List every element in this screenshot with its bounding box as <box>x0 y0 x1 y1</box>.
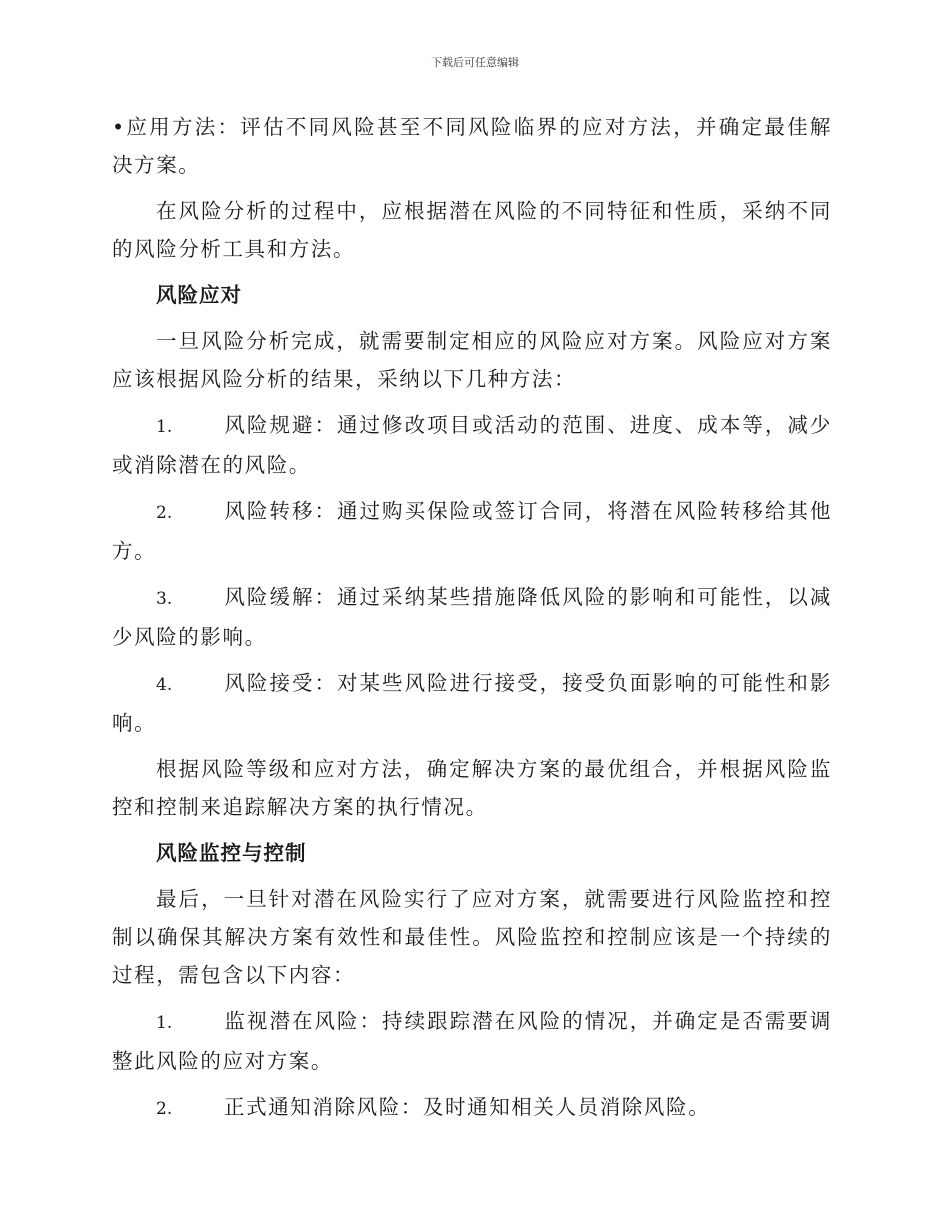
list-item-text: 风险缓解：通过采纳某些措施降低风险的影响和可能性，以减少风险的影响。 <box>112 585 832 649</box>
list-item-number: 2. <box>156 503 173 523</box>
list-item <box>112 492 832 570</box>
paragraph-analysis-tools: 在风险分析的过程中，应根据潜在风险的不同特征和性质，采纳不同的风险分析工具和方法。 <box>112 199 832 261</box>
list-item-number: 2. <box>156 1099 173 1119</box>
list-item-text: 正式通知消除风险：及时通知相关人员消除风险。 <box>224 1095 711 1119</box>
list-item-text: 风险规避：通过修改项目或活动的范围、进度、成本等，减少或消除潜在的风险。 <box>112 413 832 477</box>
document-body <box>112 108 832 1136</box>
paragraph-response-intro: 一旦风险分析完成，就需要制定相应的风险应对方案。风险应对方案应该根据风险分析的结果，采纳以下几种方法： <box>112 329 832 391</box>
section-heading-monitoring: 风险监控与控制 <box>156 841 307 865</box>
list-item <box>112 664 832 742</box>
list-item-number: 1. <box>156 1013 173 1033</box>
list-item-number: 1. <box>156 417 173 437</box>
list-item-text: 风险转移：通过购买保险或签订合同，将潜在风险转移给其他方。 <box>112 499 832 563</box>
list-item-number: 4. <box>156 675 173 695</box>
paragraph-method: •应用方法：评估不同风险甚至不同风险临界的应对方法，并确定最佳解决方案。 <box>112 115 832 177</box>
page-header: 下载后可任意编辑 <box>431 56 519 69</box>
list-item <box>112 1002 832 1080</box>
list-item <box>112 1088 832 1128</box>
list-item <box>112 406 832 484</box>
list-item-text: 监视潜在风险：持续跟踪潜在风险的情况，并确定是否需要调整此风险的应对方案。 <box>112 1009 832 1073</box>
section-heading-response: 风险应对 <box>156 283 242 307</box>
list-item-number: 3. <box>156 589 173 609</box>
list-item <box>112 578 832 656</box>
paragraph-monitoring-intro: 最后，一旦针对潜在风险实行了应对方案，就需要进行风险监控和控制以确保其解决方案有效性和最佳性。风险监控和控制应该是一个持续的过程，需包含以下内容： <box>112 887 832 987</box>
list-item-text: 风险接受：对某些风险进行接受，接受负面影响的可能性和影响。 <box>112 671 832 735</box>
paragraph-response-summary: 根据风险等级和应对方法，确定解决方案的最优组合，并根据风险监控和控制来追踪解决方案的执行情况。 <box>112 757 832 819</box>
